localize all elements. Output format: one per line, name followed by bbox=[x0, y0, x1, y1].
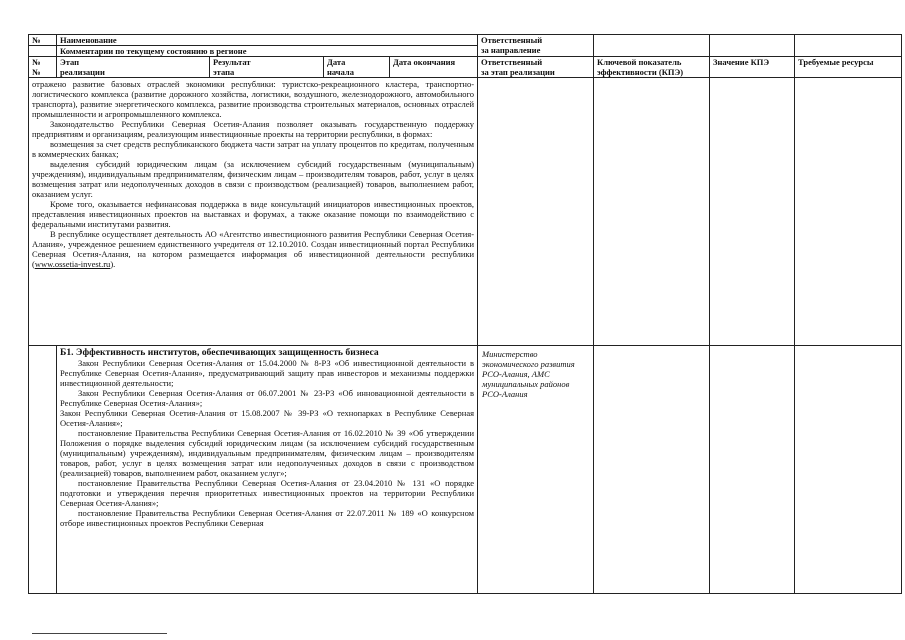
block2-num bbox=[29, 346, 57, 594]
block1-kpi bbox=[594, 78, 710, 346]
document-page bbox=[28, 34, 905, 594]
header-responsible-direction bbox=[478, 35, 594, 57]
table-row bbox=[29, 346, 902, 594]
header-stage-num-line1: № bbox=[32, 57, 41, 67]
block1-paragraph-3: возмещения за счет средств республиканского бюджета части затрат на уплату процентов по кредитам, полученным в коммерческих банках; bbox=[32, 139, 475, 159]
header-responsible-stage-line2: за этап реализации bbox=[481, 67, 555, 77]
footnote-separator bbox=[32, 633, 167, 634]
block2-paragraph-6: постановление Правительства Республики Северная Осетия-Алания от 22.07.2011 № 189 «О конкурсном отборе инвестиционных проектов Республики Северная bbox=[60, 508, 475, 528]
block2-kpi bbox=[594, 346, 710, 594]
header-stage bbox=[57, 57, 210, 78]
block2-paragraph-4: постановление Правительства Республики Северная Осетия-Алания от 16.02.2010 № 39 «Об утверждении Положения о порядке выделения субсидий юридическим лицам (за исключением субсидий государственным (муниципальным) учреждениям), индивидуальным предпринимателям, физическим лицам – производителям товаров, работ, услуг в целях возмещения затрат или недополученных доходов в связи с производством (реализацией) товаров, выполнением работ, оказанием услуг»; bbox=[60, 428, 475, 478]
header-responsible-stage-line1: Ответственный bbox=[481, 57, 543, 67]
header-stage-num bbox=[29, 57, 57, 78]
header-name: Наименование bbox=[57, 35, 478, 46]
block1-paragraph-2: Законодательство Республики Северная Осетия-Алания позволяет оказывать государственную поддержку предприятиям и организациям, реализующим инвестиционные проекты на территории республики, в формах: bbox=[32, 119, 475, 139]
block1-resources bbox=[795, 78, 902, 346]
block2-paragraph-5: постановление Правительства Республики Северная Осетия-Алания от 23.04.2010 № 131 «О порядке подготовки и утверждения перечня приоритетных инвестиционных проектов на территории Республики Северная Осетия-Алания»; bbox=[60, 478, 475, 508]
table-row bbox=[29, 78, 902, 346]
block2-paragraph-3: Закон Республики Северная Осетия-Алания от 15.08.2007 № 39-РЗ «О технопарках в Республике Северная Осетия-Алания»; bbox=[60, 408, 475, 428]
block2-paragraph-2: Закон Республики Северная Осетия-Алания от 06.07.2001 № 23-РЗ «Об инновационной деятельности в Республике Северная Осетия-Алания»; bbox=[60, 388, 475, 408]
header-responsible-direction-line1: Ответственный bbox=[481, 35, 543, 45]
header-empty-1 bbox=[594, 35, 710, 57]
header-row-1 bbox=[29, 35, 902, 46]
block1-responsible bbox=[478, 78, 594, 346]
header-num-empty bbox=[29, 46, 57, 57]
header-result bbox=[210, 57, 324, 78]
header-comments: Комментарии по текущему состоянию в регионе bbox=[57, 46, 478, 57]
block2-text bbox=[57, 346, 478, 594]
header-empty-3 bbox=[795, 35, 902, 57]
block2-responsible: Министерство экономического развития РСО-Алания, АМС муниципальных районов РСО-Алания bbox=[478, 346, 594, 594]
header-stage-line1: Этап bbox=[60, 57, 80, 67]
header-kpi-value: Значение КПЭ bbox=[710, 57, 795, 78]
plan-table bbox=[28, 34, 902, 594]
block1-text bbox=[29, 78, 478, 346]
header-resources: Требуемые ресурсы bbox=[795, 57, 902, 78]
block1-paragraph-4: выделения субсидий юридическим лицам (за исключением субсидий государственным (муниципальным) учреждениям), индивидуальным предпринимателям, физическим лицам – производителям товаров, работ, услуг в целях возмещения затрат или недополученных доходов в связи с производством (реализацией) товаров, выполнением работ, оказанием услуг. bbox=[32, 159, 475, 199]
header-start-date bbox=[324, 57, 390, 78]
header-empty-2 bbox=[710, 35, 795, 57]
header-responsible-stage bbox=[478, 57, 594, 78]
block1-paragraph-5: Кроме того, оказывается нефинансовая поддержка в виде консультаций инициаторов инвестиционных проектов, представления инвестиционных проектов на выставках и форумах, а также оказание помощи по взаимодействию с федеральными институтами развития. bbox=[32, 199, 475, 229]
invest-portal-link[interactable]: www.ossetia-invest.ru bbox=[34, 259, 111, 269]
block2-paragraph-1: Закон Республики Северная Осетия-Алания от 15.04.2000 № 8-РЗ «Об инвестиционной деятельности в Республике Северная Осетия-Алания», предусматривающий защиту прав инвесторов и механизмы поддержки инвестиционной деятельности; bbox=[60, 358, 475, 388]
header-kpi bbox=[594, 57, 710, 78]
header-kpi-line2: эффективности (КПЭ) bbox=[597, 67, 684, 77]
header-result-line2: этапа bbox=[213, 67, 235, 77]
block2-kpi-value bbox=[710, 346, 795, 594]
header-kpi-line1: Ключевой показатель bbox=[597, 57, 682, 67]
section-title: Б1. Эффективность институтов, обеспечивающих защищенность бизнеса bbox=[60, 347, 379, 358]
header-end-date: Дата окончания bbox=[390, 57, 478, 78]
header-row-3 bbox=[29, 57, 902, 78]
block1-paragraph-6-tail: ). bbox=[110, 259, 116, 269]
header-stage-line2: реализации bbox=[60, 67, 105, 77]
header-start-date-line2: начала bbox=[327, 67, 354, 77]
block1-kpi-value bbox=[710, 78, 795, 346]
header-num: № bbox=[29, 35, 57, 46]
block2-resources bbox=[795, 346, 902, 594]
block1-paragraph-6 bbox=[32, 229, 474, 269]
header-responsible-direction-line2: за направление bbox=[481, 45, 541, 55]
header-start-date-line1: Дата bbox=[327, 57, 346, 67]
header-result-line1: Результат bbox=[213, 57, 251, 67]
block1-paragraph-1: отражено развитие базовых отраслей экономики республики: туристско-рекреационного кластера, транспортно-логистического комплекса (развитие дорожного хозяйства, логистики, воздушного, железнодорожного, автомобильного транспорта), развитие энергетического комплекса, развитие производства строительных материалов, основных отраслей промышленности и агропромышленного комплекса. bbox=[32, 79, 475, 119]
header-stage-num-line2: № bbox=[32, 67, 41, 77]
block1-paragraph-6-text: В республике осуществляет деятельность АО «Агентство инвестиционного развития Республики Северная Осетия-Алания», учрежденное решением единственного учредителя от 12.10.2010. Создан инвестиционный портал Республики Северная Осетия-Алания, на котором размещается информация об инвестиционной деятельности республики ( bbox=[32, 229, 475, 269]
